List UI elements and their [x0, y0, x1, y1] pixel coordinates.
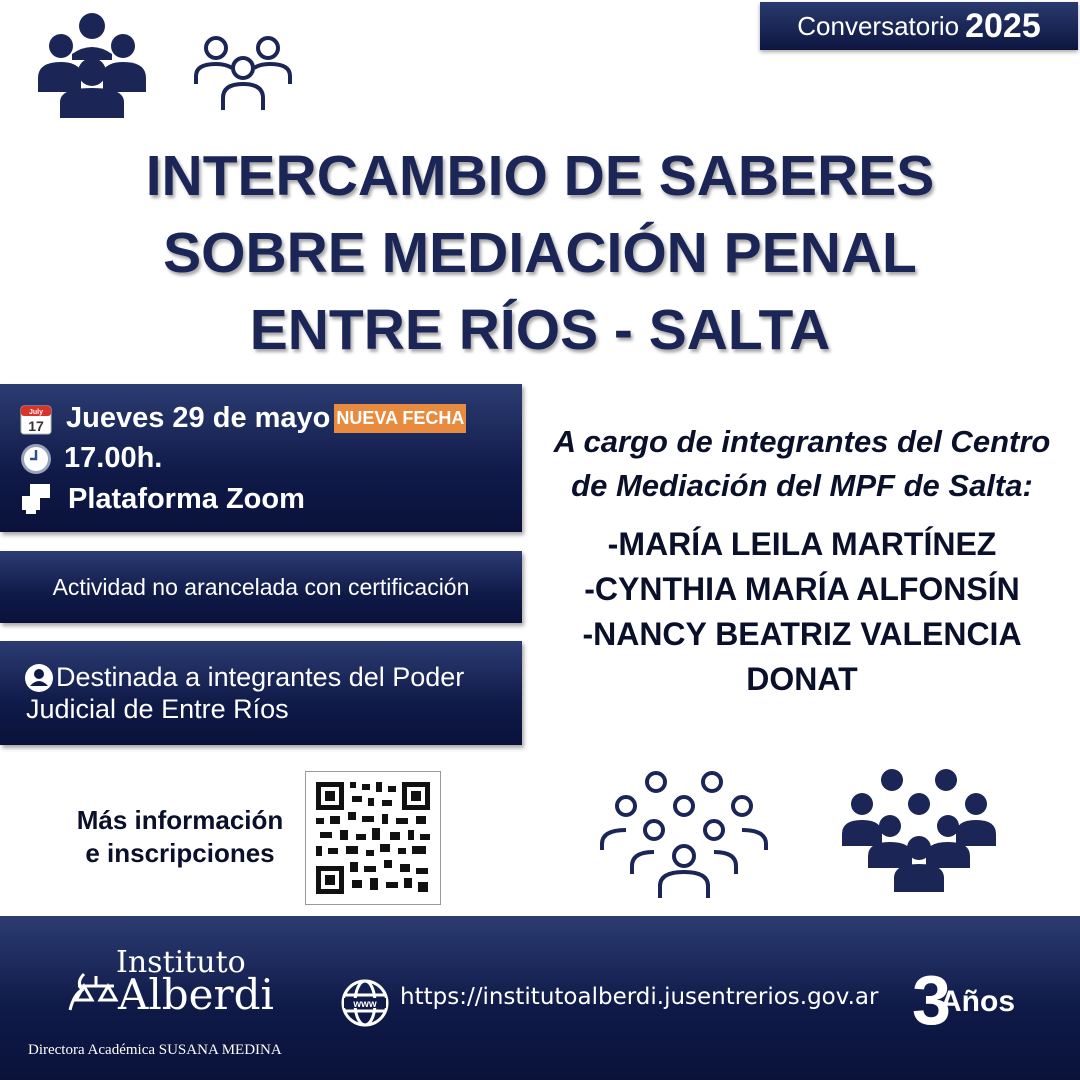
speakers-intro: A cargo de integrantes del Centro de Mediación del MPF de Salta: [553, 424, 1051, 503]
people-group-outline-icon [192, 34, 294, 112]
certification-text: Actividad no arancelada con certificación [52, 573, 470, 600]
title-line-1: INTERCAMBIO DE SABERES [145, 144, 935, 208]
clock-icon [20, 443, 52, 475]
svg-text:17: 17 [28, 417, 44, 434]
globe-icon [340, 978, 390, 1028]
page-title [0, 138, 1080, 369]
title-line-2: SOBRE MEDIACIÓN PENAL [163, 221, 917, 285]
svg-text:July: July [28, 408, 44, 416]
title-line-3: ENTRE RÍOS - SALTA [249, 298, 831, 362]
event-time: 17.00h. [64, 442, 163, 474]
calendar-icon [20, 403, 52, 435]
website-link[interactable]: https://institutoalberdi.jusentrerios.gov.ar [400, 984, 879, 1010]
event-details-box [0, 384, 522, 532]
svg-text:3: 3 [912, 962, 951, 1034]
speaker-1: -MARÍA LEILA MARTÍNEZ [607, 526, 997, 562]
institute-name-line2: Alberdi [118, 970, 274, 1019]
crowd-solid-icon [840, 768, 998, 892]
event-platform: Plataforma Zoom [68, 482, 305, 515]
certification-box [0, 551, 522, 623]
event-date: Jueves 29 de mayo [66, 402, 331, 434]
qr-code-icon[interactable] [305, 771, 441, 905]
time-row [20, 442, 162, 475]
institute-logo-icon [66, 966, 122, 1014]
more-info-label: Más información e inscripciones [76, 805, 284, 868]
speakers-list [540, 522, 1064, 702]
platform-row [20, 482, 305, 516]
audience-box [0, 641, 522, 745]
institute-name-line1: Instituto [116, 945, 246, 980]
academic-director: Directora Académica SUSANA MEDINA [28, 1042, 282, 1058]
svg-text:www: www [353, 999, 377, 1010]
anniversary-text: Años [940, 985, 1015, 1018]
speaker-2: -CYNTHIA MARÍA ALFONSÍN [584, 571, 1020, 607]
date-row [20, 402, 466, 435]
speaker-3-continued: DONAT [746, 661, 858, 697]
crowd-outline-icon [598, 770, 770, 900]
conversatorio-badge [760, 2, 1078, 50]
audience-text: Destinada a integrantes del Poder Judicial de Entre Ríos [26, 662, 465, 724]
badge-year: 2025 [965, 6, 1041, 45]
speaker-3: -NANCY BEATRIZ VALENCIA [582, 616, 1022, 652]
people-group-solid-icon [34, 6, 150, 118]
badge-label: Conversatorio [797, 10, 960, 41]
new-date-badge: NUEVA FECHA [334, 404, 466, 433]
screen-icon [20, 482, 52, 516]
